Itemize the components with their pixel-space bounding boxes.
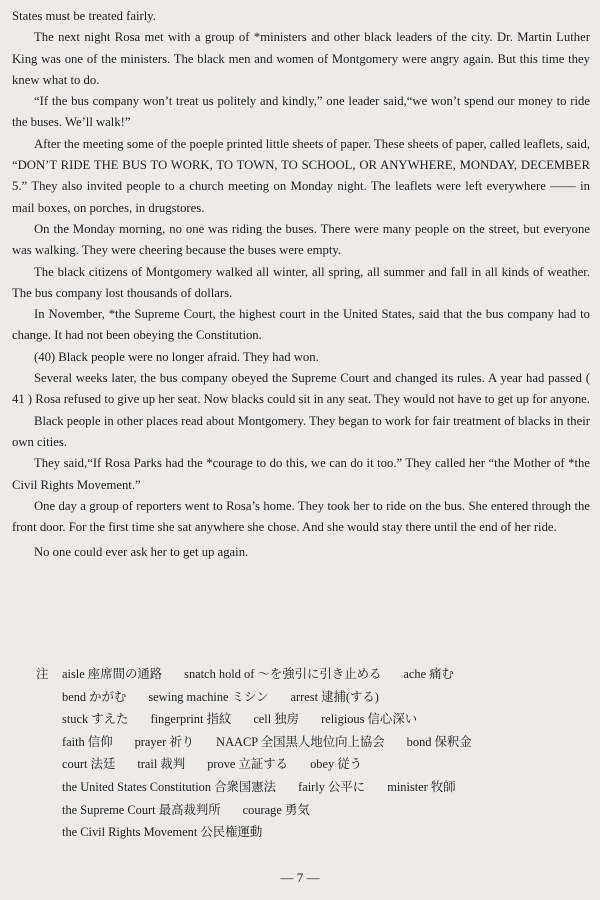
note-entry: trail 裁判 xyxy=(137,757,186,772)
note-entry: bond 保釈金 xyxy=(406,734,472,749)
note-entry: aisle 座席間の通路 xyxy=(62,667,163,681)
paragraph-10: Black people in other places read about Montgomery. They began to work for fair treatment of blacks in their own cities. xyxy=(12,413,590,449)
note-entry: cell 独房 xyxy=(253,712,300,727)
reading-passage xyxy=(12,6,590,564)
notes-row xyxy=(36,799,592,822)
note-entry: snatch hold of ～を強引に引き止める xyxy=(184,667,382,681)
note-entry: NAACP 全国黒人地位向上協会 xyxy=(216,734,385,749)
notes-row xyxy=(36,753,592,776)
note-entry: court 法廷 xyxy=(62,757,116,772)
paragraph-4: After the meeting some of the poeple printed little sheets of paper. These sheets of paper, called leaflets, said, “DON’T RIDE THE BUS TO WORK, TO TOWN, TO SCHOOL, OR ANYWHERE, MONDAY, DECEMBER 5.” They also invited people to a church meeting on Monday night. The leaflets were left everywhere —— in mail boxes, on porches, in drugstores. xyxy=(12,136,590,215)
notes-label: 注 xyxy=(36,667,49,681)
paragraph-13: No one could ever ask her to get up again. xyxy=(34,545,249,560)
note-entry: courage 勇気 xyxy=(242,802,310,817)
paragraph-9-blank-41: Several weeks later, the bus company obeyed the Supreme Court and changed its rules. A year had passed ( 41 ) Rosa refused to give up her seat. Now blacks could sit in any seat. They would not have to get up for anyone. xyxy=(12,371,590,407)
note-entry: sewing machine ミシン xyxy=(148,689,269,704)
paragraph-3: “If the bus company won’t treat us politely and kindly,” one leader said,“we won’t spend our money to ride the buses. We’ll walk!” xyxy=(12,94,590,130)
note-entry: the United States Constitution 合衆国憲法 xyxy=(62,779,277,794)
notes-row xyxy=(36,708,592,731)
note-entry: prayer 祈り xyxy=(134,734,195,749)
note-entry: fingerprint 指紋 xyxy=(150,712,232,727)
paragraph-1: States must be treated fairly. xyxy=(12,9,156,23)
vocabulary-notes xyxy=(36,663,592,844)
note-entry: minister 牧師 xyxy=(387,779,456,794)
paragraph-5: On the Monday morning, no one was riding the buses. There were many people on the street, but everyone was walking. They were cheering because the buses were empty. xyxy=(12,221,590,258)
note-entry: bend かがむ xyxy=(62,689,127,704)
paragraph-7: In November, *the Supreme Court, the highest court in the United States, said that the bus company had to change. It had not been obeying the Constitution. xyxy=(12,307,590,343)
paragraph-8-underlined-sentence-40: (40) Black people were no longer afraid. They had won. xyxy=(34,349,319,364)
notes-row xyxy=(36,821,592,844)
note-entry: the Supreme Court 最高裁判所 xyxy=(62,802,221,817)
notes-row xyxy=(36,731,592,754)
page-number: — 7 — xyxy=(280,870,320,885)
paragraph-11: They said,“If Rosa Parks had the *courage to do this, we can do it too.” They called her “the Mother of *the Civil Rights Movement.” xyxy=(12,456,590,492)
notes-row xyxy=(36,686,592,709)
note-entry: prove 立証する xyxy=(207,757,289,772)
paragraph-12: One day a group of reporters went to Rosa’s home. They took her to ride on the bus. She entered through the front door. For the first time she sat anywhere she chose. And she would stay there until the end of her ride. xyxy=(12,498,590,535)
note-entry: fairly 公平に xyxy=(298,779,366,794)
note-entry: arrest 逮捕(する) xyxy=(290,689,379,704)
notes-row xyxy=(36,663,592,686)
note-entry: ache 痛む xyxy=(403,667,454,681)
paragraph-2: The next night Rosa met with a group of *ministers and other black leaders of the city. Dr. Martin Luther King was one of the ministers. The black men and women of Montgomery were angry again. But this time they knew what to do. xyxy=(12,30,590,87)
notes-row xyxy=(36,776,592,799)
note-entry: religious 信心深い xyxy=(321,712,418,727)
note-entry: obey 従う xyxy=(310,757,363,772)
note-entry: faith 信仰 xyxy=(62,734,113,749)
paragraph-6: The black citizens of Montgomery walked all winter, all spring, all summer and fall in all kinds of weather. The bus company lost thousands of dollars. xyxy=(12,264,590,300)
note-entry: stuck すえた xyxy=(62,712,129,727)
note-entry: the Civil Rights Movement 公民権運動 xyxy=(62,825,263,840)
